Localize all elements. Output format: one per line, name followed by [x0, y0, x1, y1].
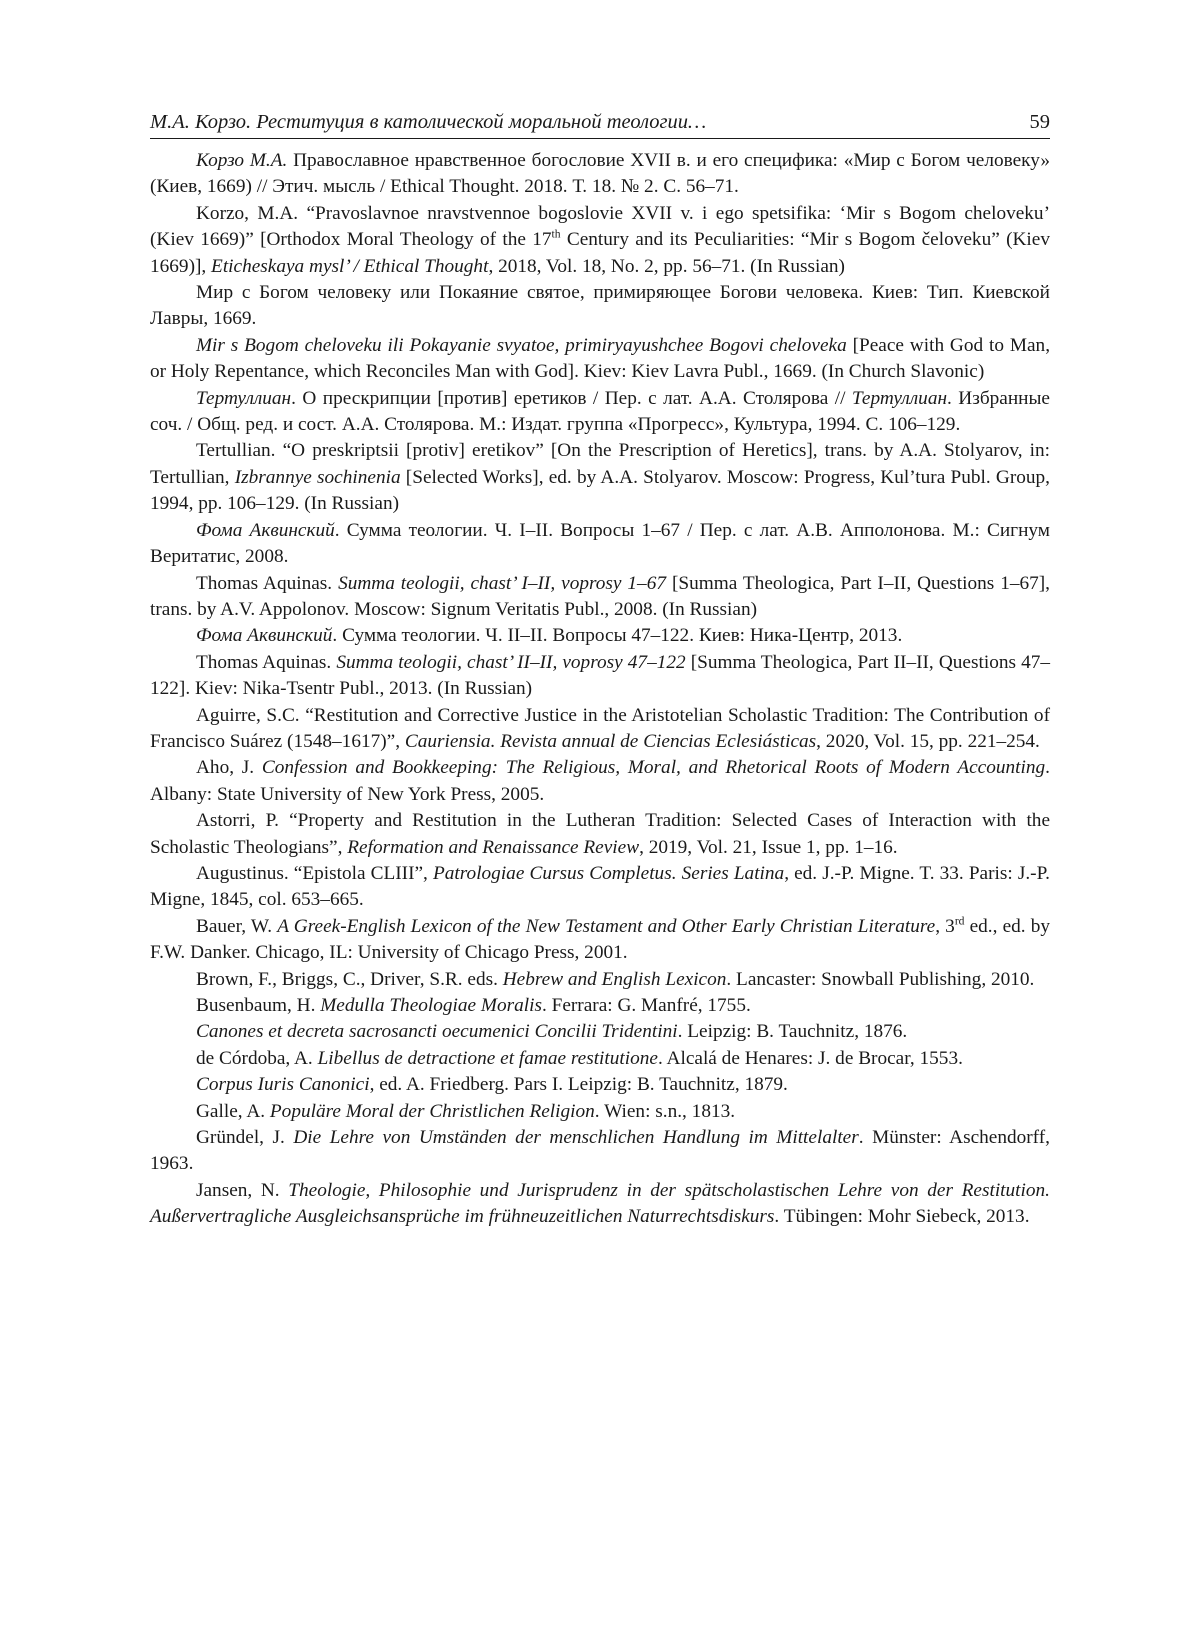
reference-text: [Summa Theologica, Part I–II, Questions 1–67], trans. by A.V. Appolonov. Moscow: Signum Veritatis Publ., 2008. (In Russian): [150, 572, 1051, 620]
reference-entry: [150, 1125, 1050, 1178]
reference-entry: [150, 1099, 1050, 1125]
italic-title: Summa teologii, chast’ II–II, voprosy 47–122: [336, 651, 686, 673]
reference-entry: [150, 755, 1050, 808]
reference-text: , 2019, Vol. 21, Issue 1, pp. 1–16.: [639, 836, 898, 858]
italic-title: Libellus de detractione et famae restitutione: [317, 1047, 658, 1069]
reference-text: ed., ed. by F.W. Danker. Chicago, IL: University of Chicago Press, 2001.: [150, 915, 1051, 964]
italic-title: Theologie, Philosophie und Jurisprudenz in der spätscholastischen Lehre von der Restitution. Außervertragliche Ausgleichsansprüche im frühneuzeitlichen Naturrechtsdiskurs: [150, 1179, 1050, 1228]
reference-text: Aguirre, S.C. “Restitution and Corrective Justice in the Aristotelian Scholastic Tradition: The Contribution of Francisco Suárez (1548–1617)”,: [150, 704, 1050, 752]
reference-text: [Selected Works], ed. by A.A. Stolyarov. Moscow: Progress, Kul’tura Publ. Group, 1994, pp. 106–129. (In Russian): [150, 466, 1050, 515]
page-number: 59: [1029, 111, 1050, 133]
reference-text: Tertullian. “O preskriptsii [protiv] eretikov” [On the Prescription of Heretics], trans. by A.A. Stolyarov, in: Tertullian,: [150, 440, 1050, 488]
reference-text: . О прескрипции [против] еретиков / Пер. с лат. А.А. Столярова //: [291, 387, 852, 409]
reference-text: Мир с Богом человеку или Покаяние святое, примиряющее Богови человека. Киев: Тип. Киевской Лавры, 1669.: [150, 282, 1050, 330]
reference-entry: [150, 1072, 1050, 1098]
reference-entry: [150, 1178, 1050, 1231]
italic-title: Patrologiae Cursus Completus. Series Latina: [432, 862, 785, 884]
reference-text: , ed. A. Friedberg. Pars I. Leipzig: B. Tauchnitz, 1879.: [369, 1074, 788, 1096]
reference-text: Galle, A.: [196, 1100, 270, 1122]
reference-entry: [150, 703, 1050, 756]
italic-title: Reformation and Renaissance Review: [347, 836, 640, 858]
reference-text: Thomas Aquinas.: [196, 572, 339, 594]
italic-title: Populäre Moral der Christlichen Religion: [269, 1100, 595, 1122]
reference-text: . Избранные соч. / Общ. ред. и сост. А.А. Столярова. М.: Издат. группа «Прогресс», Культура, 1994. С. 106–129.: [150, 387, 1050, 436]
reference-text: . Ferrara: G. Manfré, 1755.: [541, 995, 751, 1016]
italic-title: Тертуллиан: [196, 387, 292, 409]
reference-entry: [150, 650, 1050, 703]
running-header: [150, 108, 1050, 139]
reference-text: , 2018, Vol. 18, No. 2, pp. 56–71. (In Russian): [488, 255, 845, 277]
reference-text: [Summa Theologica, Part II–II, Questions 47–122]. Kiev: Nika-Tsentr Publ., 2013. (In Russian): [150, 651, 1050, 700]
reference-entry: [150, 438, 1050, 517]
reference-text: [Peace with God to Man, or Holy Repentance, which Reconciles Man with God]. Kiev: Kiev Lavra Publ., 1669. (In Church Slavonic): [150, 334, 1051, 383]
italic-title: Summa teologii, chast’ I–II, voprosy 1–67: [338, 572, 666, 594]
reference-text: . Leipzig: B. Tauchnitz, 1876.: [677, 1021, 908, 1043]
reference-entry: [150, 386, 1050, 439]
italic-title: Izbrannye sochinenia: [234, 466, 401, 488]
italic-title: Тертуллиан: [851, 387, 948, 409]
reference-text: . Wien: s.n., 1813.: [594, 1100, 736, 1122]
reference-text: . Lancaster: Snowball Publishing, 2010.: [726, 968, 1035, 990]
reference-text: Korzo, M.A. “Pravoslavnoe nravstvennoe bogoslovie XVII v. i ego spetsifika: ‘Mir s Bogom cheloveku’ (Kiev 1669)” [Orthodox Moral Theology of the 17: [150, 202, 1050, 251]
reference-text: , ed. J.-P. Migne. T. 33. Paris: J.-P. Migne, 1845, col. 653–665.: [150, 862, 1050, 911]
italic-title: A Greek-English Lexicon of the New Testament and Other Early Christian Literature: [277, 915, 936, 937]
reference-entry: [150, 1019, 1050, 1045]
reference-text: Astorri, P. “Property and Restitution in the Lutheran Tradition: Selected Cases of Interaction with the Scholastic Theologians”,: [150, 810, 1050, 858]
italic-title: Mir s Bogom cheloveku ili Pokayanie svyatoe, primiryayushchee Bogovi cheloveka: [196, 334, 847, 356]
reference-text: Augustinus. “Epistola CLIII”,: [196, 862, 433, 884]
page: [150, 0, 1050, 1646]
reference-text: . Сумма теологии. Ч. II–II. Вопросы 47–122. Киев: Ника-Центр, 2013.: [332, 625, 903, 647]
reference-text: , 2020, Vol. 15, pp. 221–254.: [816, 730, 1040, 752]
reference-text: Brown, F., Briggs, C., Driver, S.R. eds.: [196, 968, 503, 990]
reference-entry: [150, 201, 1050, 280]
reference-entry: [150, 861, 1050, 914]
reference-text: Thomas Aquinas.: [196, 651, 337, 673]
reference-entry: [150, 914, 1050, 967]
reference-text: de Córdoba, A.: [196, 1047, 318, 1069]
italic-title: Cauriensia. Revista annual de Ciencias Eclesiásticas: [404, 730, 817, 752]
italic-title: Eticheskaya mysl’ / Ethical Thought: [211, 255, 489, 277]
superscript: rd: [954, 914, 965, 928]
reference-entry: [150, 808, 1050, 861]
reference-text: Bauer, W.: [196, 915, 278, 937]
reference-text: . Сумма теологии. Ч. I–II. Вопросы 1–67 / Пер. с лат. А.В. Апполонова. М.: Сигнум Веритатис, 2008.: [150, 519, 1050, 568]
italic-title: Die Lehre von Umständen der menschlichen Handlung im Mittelalter: [293, 1127, 859, 1149]
italic-title: Canones et decreta sacrosancti oecumenici Concilii Tridentini: [196, 1021, 678, 1043]
reference-entry: [150, 518, 1050, 571]
italic-title: Фома Аквинский: [196, 625, 333, 647]
reference-text: . Tübingen: Mohr Siebeck, 2013.: [774, 1206, 1030, 1228]
reference-text: Православное нравственное богословие XVII в. и его специфика: «Мир с Богом человеку» (Киев, 1669) // Этич. мысль / Ethical Thought. 2018. Т. 18. № 2. С. 56–71.: [150, 150, 1050, 198]
reference-text: , 3: [935, 915, 955, 937]
reference-text: Century and its Peculiarities: “Mir s Bogom čeloveku” (Kiev 1669)],: [150, 229, 1050, 277]
italic-title: Medulla Theologiae Moralis: [320, 995, 542, 1016]
reference-entry: [150, 571, 1050, 624]
reference-entry: [150, 993, 1050, 1019]
reference-text: Aho, J.: [196, 757, 262, 779]
reference-text: Gründel, J.: [196, 1127, 294, 1149]
reference-entry: [150, 280, 1050, 333]
reference-entry: [150, 967, 1050, 993]
italic-title: Confession and Bookkeeping: The Religious, Moral, and Rhetorical Roots of Modern Accounting: [261, 757, 1046, 779]
reference-text: Busenbaum, H.: [196, 995, 321, 1016]
reference-text: . Alcalá de Henares: J. de Brocar, 1553.: [657, 1047, 963, 1069]
reference-text: Jansen, N.: [196, 1179, 289, 1201]
reference-list: [150, 148, 1050, 1231]
reference-text: . Münster: Aschendorff, 1963.: [150, 1127, 1050, 1175]
italic-title: Фома Аквинский: [196, 519, 335, 541]
reference-entry: [150, 1046, 1050, 1072]
italic-title: Hebrew and English Lexicon: [502, 968, 727, 990]
reference-entry: [150, 333, 1050, 386]
italic-title: Корзо М.А.: [196, 150, 288, 171]
running-title: М.А. Корзо. Реституция в католической моральной теологии…: [150, 111, 707, 133]
italic-title: Corpus Iuris Canonici: [196, 1074, 370, 1096]
superscript: th: [551, 227, 561, 241]
reference-entry: [150, 623, 1050, 649]
reference-entry: [150, 148, 1050, 201]
reference-text: . Albany: State University of New York Press, 2005.: [150, 757, 1050, 805]
